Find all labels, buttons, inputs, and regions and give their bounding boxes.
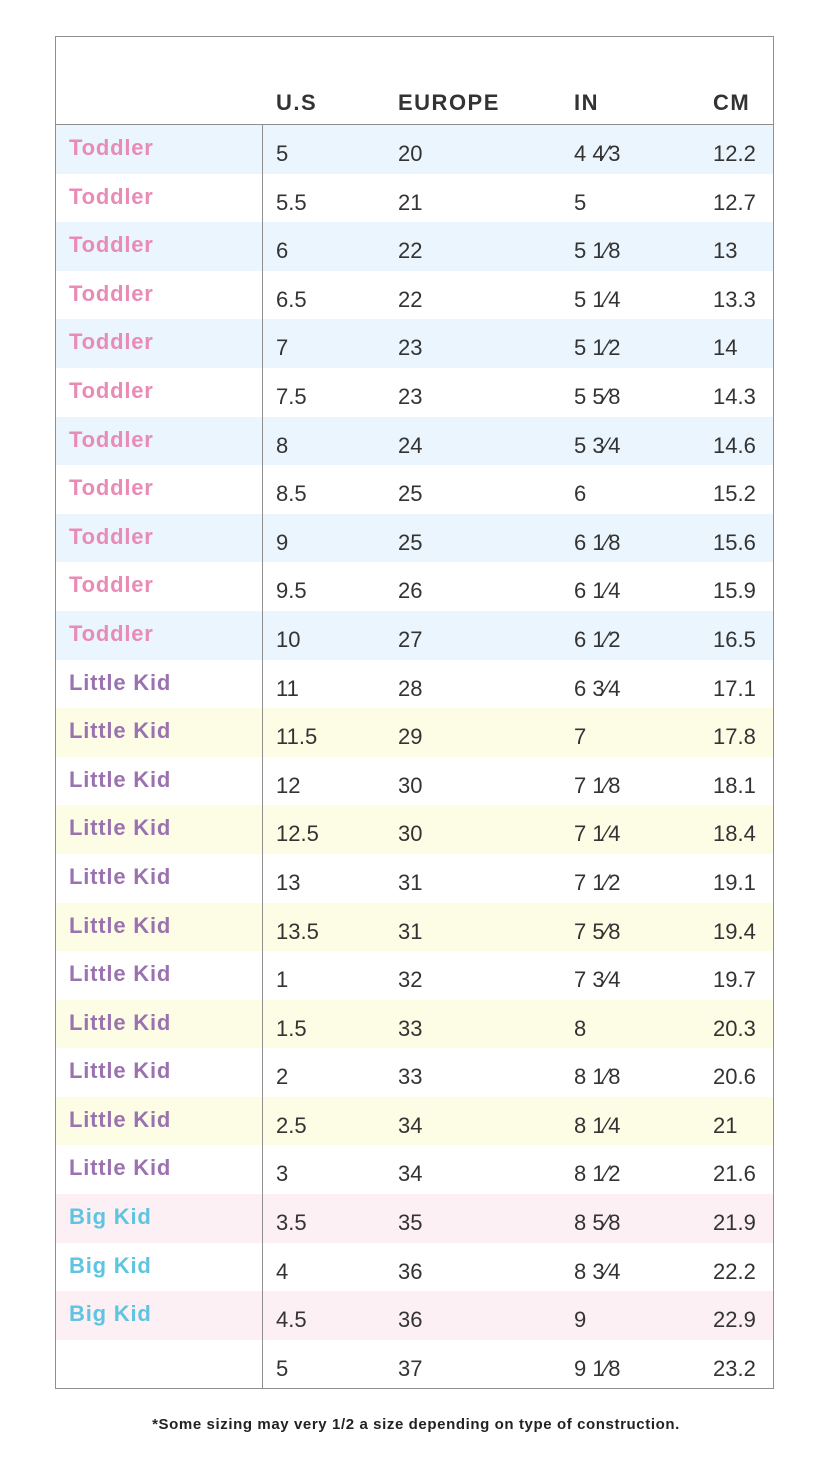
- category-label: Toddler: [69, 377, 154, 403]
- cm-size: 12.7: [713, 189, 756, 215]
- table-row: [56, 854, 773, 903]
- table-row: [56, 708, 773, 757]
- inch-size: 8: [574, 1015, 587, 1041]
- us-size: 8.5: [276, 481, 307, 507]
- cm-size: 12.2: [713, 141, 756, 166]
- cm-size: 17.1: [713, 675, 756, 701]
- category-label: Little Kid: [69, 718, 172, 744]
- inch-size: 6: [574, 481, 587, 507]
- us-size: 3.5: [276, 1210, 307, 1236]
- table-row: [56, 514, 773, 563]
- inch-size: 5 1⁄2: [574, 335, 621, 361]
- us-size: 9.5: [276, 578, 307, 604]
- table-row: [56, 368, 773, 417]
- inch-size: 6 1⁄8: [574, 529, 621, 555]
- cm-size: 17.8: [713, 724, 756, 750]
- europe-size: 23: [398, 383, 423, 409]
- cm-size: 14: [713, 335, 738, 361]
- category-label: Big Kid: [69, 1204, 152, 1230]
- cm-size: 18.4: [713, 821, 756, 847]
- table-row: [56, 1194, 773, 1243]
- us-size: 1: [276, 967, 289, 993]
- us-size: 5: [276, 141, 289, 166]
- header-us: U.S: [276, 90, 318, 115]
- table-row: [56, 660, 773, 709]
- us-size: 13.5: [276, 918, 319, 944]
- category-label: Little Kid: [69, 912, 172, 938]
- table-row: [56, 1291, 773, 1340]
- europe-size: 20: [398, 141, 423, 166]
- us-size: 5.5: [276, 189, 307, 215]
- category-label: Little Kid: [69, 766, 172, 792]
- size-chart-table: [55, 36, 774, 1389]
- europe-size: 24: [398, 432, 423, 458]
- table-row: [56, 757, 773, 806]
- cm-size: 20.3: [713, 1015, 756, 1041]
- us-size: 7.5: [276, 383, 307, 409]
- us-size: 2: [276, 1064, 289, 1090]
- inch-size: 7 5⁄8: [574, 918, 621, 944]
- category-label: Toddler: [69, 523, 154, 549]
- europe-size: 30: [398, 772, 423, 798]
- europe-size: 28: [398, 675, 423, 701]
- table-row: [56, 1097, 773, 1146]
- inch-size: 4 4⁄3: [574, 141, 621, 166]
- table-row: [56, 611, 773, 660]
- us-size: 10: [276, 626, 301, 652]
- europe-size: 21: [398, 189, 423, 215]
- europe-size: 29: [398, 724, 423, 750]
- us-size: 8: [276, 432, 289, 458]
- category-label: Little Kid: [69, 1106, 172, 1132]
- europe-size: 31: [398, 869, 423, 895]
- category-label: Little Kid: [69, 815, 172, 841]
- table-row: [56, 1145, 773, 1194]
- column-divider: [262, 125, 263, 1388]
- inch-size: 7: [574, 724, 587, 750]
- table-row: [56, 417, 773, 466]
- europe-size: 31: [398, 918, 423, 944]
- category-label: Toddler: [69, 329, 154, 355]
- europe-size: 34: [398, 1112, 423, 1138]
- europe-size: 27: [398, 626, 423, 652]
- europe-size: 34: [398, 1161, 423, 1187]
- europe-size: 33: [398, 1015, 423, 1041]
- us-size: 9: [276, 529, 289, 555]
- inch-size: 6 1⁄4: [574, 578, 621, 604]
- cm-size: 18.1: [713, 772, 756, 798]
- table-row: [56, 805, 773, 854]
- cm-size: 22.9: [713, 1307, 756, 1333]
- us-size: 2.5: [276, 1112, 307, 1138]
- inch-size: 7 1⁄4: [574, 821, 621, 847]
- category-label: Toddler: [69, 280, 154, 306]
- category-label: Toddler: [69, 135, 154, 160]
- cm-size: 20.6: [713, 1064, 756, 1090]
- category-label: Toddler: [69, 232, 154, 258]
- cm-size: 15.6: [713, 529, 756, 555]
- europe-size: 25: [398, 529, 423, 555]
- inch-size: 5 3⁄4: [574, 432, 621, 458]
- inch-size: 6 1⁄2: [574, 626, 621, 652]
- us-size: 4: [276, 1258, 289, 1284]
- cm-size: 14.6: [713, 432, 756, 458]
- inch-size: 8 1⁄8: [574, 1064, 621, 1090]
- cm-size: 22.2: [713, 1258, 756, 1284]
- cm-size: 21: [713, 1112, 738, 1138]
- us-size: 6: [276, 238, 289, 264]
- inch-size: 9: [574, 1307, 587, 1333]
- cm-size: 13: [713, 238, 738, 264]
- us-size: 1.5: [276, 1015, 307, 1041]
- category-label: Little Kid: [69, 1009, 172, 1035]
- header-cm: CM: [713, 90, 751, 115]
- footnote: *Some sizing may very 1/2 a size depending on type of construction.: [152, 1416, 680, 1433]
- table-row: [56, 1243, 773, 1292]
- europe-size: 36: [398, 1258, 423, 1284]
- inch-size: 9 1⁄8: [574, 1355, 621, 1381]
- us-size: 3: [276, 1161, 289, 1187]
- us-size: 11.5: [276, 724, 318, 750]
- category-label: Toddler: [69, 620, 154, 646]
- europe-size: 30: [398, 821, 423, 847]
- inch-size: 5: [574, 189, 587, 215]
- table-row: [56, 465, 773, 514]
- table-row: [56, 951, 773, 1000]
- inch-size: 5 1⁄4: [574, 286, 621, 312]
- table-row: [56, 319, 773, 368]
- cm-size: 19.1: [713, 869, 756, 895]
- europe-size: 37: [398, 1355, 423, 1381]
- table-row: [56, 174, 773, 223]
- europe-size: 26: [398, 578, 423, 604]
- cm-size: 13.3: [713, 286, 756, 312]
- table-row: [56, 1340, 773, 1389]
- inch-size: 7 3⁄4: [574, 967, 621, 993]
- inch-size: 5 5⁄8: [574, 383, 621, 409]
- category-label: Toddler: [69, 426, 154, 452]
- inch-size: 6 3⁄4: [574, 675, 621, 701]
- us-size: 5: [276, 1355, 289, 1381]
- cm-size: 15.2: [713, 481, 756, 507]
- category-label: Toddler: [69, 183, 154, 209]
- table-row: [56, 222, 773, 271]
- table-header: [56, 37, 773, 125]
- table-body: [56, 125, 773, 1388]
- inch-size: 8 1⁄2: [574, 1161, 621, 1187]
- category-label: Little Kid: [69, 961, 172, 987]
- us-size: 12.5: [276, 821, 319, 847]
- cm-size: 21.9: [713, 1210, 756, 1236]
- us-size: 11: [276, 675, 299, 701]
- cm-size: 14.3: [713, 383, 756, 409]
- table-row: [56, 562, 773, 611]
- table-row: [56, 903, 773, 952]
- europe-size: 23: [398, 335, 423, 361]
- inch-size: 8 3⁄4: [574, 1258, 621, 1284]
- category-label: Toddler: [69, 572, 154, 598]
- cm-size: 19.7: [713, 967, 756, 993]
- cm-size: 23.2: [713, 1355, 756, 1381]
- inch-size: 8 5⁄8: [574, 1210, 621, 1236]
- category-label: Little Kid: [69, 863, 172, 889]
- table-row: [56, 125, 773, 174]
- header-europe: EUROPE: [398, 90, 500, 115]
- inch-size: 7 1⁄2: [574, 869, 621, 895]
- europe-size: 35: [398, 1210, 423, 1236]
- europe-size: 22: [398, 238, 423, 264]
- category-label: Big Kid: [69, 1252, 152, 1278]
- category-label: Big Kid: [69, 1301, 152, 1327]
- category-label: Little Kid: [69, 1155, 172, 1181]
- table-row: [56, 1048, 773, 1097]
- cm-size: 19.4: [713, 918, 756, 944]
- europe-size: 36: [398, 1307, 423, 1333]
- inch-size: 5 1⁄8: [574, 238, 621, 264]
- table-row: [56, 271, 773, 320]
- europe-size: 33: [398, 1064, 423, 1090]
- table-row: [56, 1000, 773, 1049]
- us-size: 12: [276, 772, 301, 798]
- us-size: 7: [276, 335, 289, 361]
- category-label: Little Kid: [69, 1058, 172, 1084]
- europe-size: 22: [398, 286, 423, 312]
- us-size: 4.5: [276, 1307, 307, 1333]
- cm-size: 15.9: [713, 578, 756, 604]
- inch-size: 7 1⁄8: [574, 772, 621, 798]
- header-in: IN: [574, 90, 599, 115]
- category-label: Toddler: [69, 475, 154, 501]
- us-size: 6.5: [276, 286, 307, 312]
- inch-size: 8 1⁄4: [574, 1112, 621, 1138]
- cm-size: 16.5: [713, 626, 756, 652]
- europe-size: 32: [398, 967, 423, 993]
- us-size: 13: [276, 869, 301, 895]
- europe-size: 25: [398, 481, 423, 507]
- category-label: Little Kid: [69, 669, 172, 695]
- cm-size: 21.6: [713, 1161, 756, 1187]
